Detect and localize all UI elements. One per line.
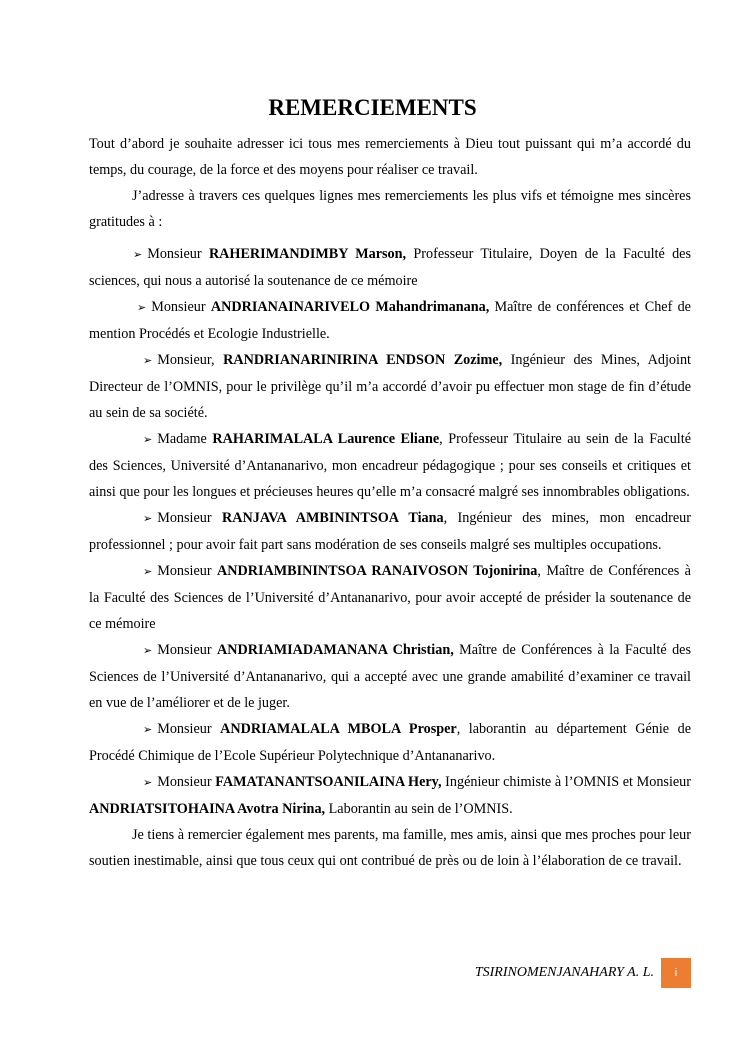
person-name: ANDRIAMALALA MBOLA Prosper [220, 721, 457, 737]
acknowledgements-body [89, 131, 691, 874]
acknowledgement-item: ➢ Monsieur ANDRIAMBININTSOA RANAIVOSON Tojonirina, Maître de Conférences à la Faculté des Sciences de l’Université d’Antananarivo, pour avoir accepté de présider la soutenance de ce mémoire [89, 558, 691, 637]
person-name: ANDRIAMIADAMANANA Christian, [217, 642, 454, 658]
arrow-bullet-icon: ➢ [143, 355, 153, 367]
acknowledgement-item: ➢ Monsieur ANDRIAMIADAMANANA Christian, Maître de Conférences à la Faculté des Sciences de l’Université d’Antananarivo, qui a accepté avec une grande amabilité d’examiner ce travail en vue de l’améliorer et de le juger. [89, 637, 691, 716]
person-name: RANJAVA AMBININTSOA Tiana [222, 510, 444, 526]
footer-author: TSIRINOMENJANAHARY A. L. [474, 965, 654, 980]
arrow-bullet-icon: ➢ [143, 724, 153, 736]
person-name: FAMATANANTSOANILAINA Hery, [215, 774, 442, 790]
address-paragraph: J’adresse à travers ces quelques lignes mes remerciements les plus vifs et témoigne mes sincères gratitudes à : [89, 188, 691, 230]
acknowledgement-item: ➢ Monsieur ANDRIAMALALA MBOLA Prosper, laborantin au département Génie de Procédé Chimique de l’Ecole Supérieur Polytechnique d’Antananarivo. [89, 716, 691, 769]
acknowledgement-item: ➢ Monsieur RAHERIMANDIMBY Marson, Professeur Titulaire, Doyen de la Faculté des sciences, qui nous a autorisé la soutenance de ce mémoire [89, 241, 691, 294]
arrow-bullet-icon: ➢ [143, 434, 153, 446]
arrow-bullet-icon: ➢ [137, 302, 147, 314]
arrow-bullet-icon: ➢ [143, 513, 153, 525]
page-number-badge: i [661, 958, 691, 988]
page-title: REMERCIEMENTS [268, 95, 477, 120]
person-name: RANDRIANARINIRINA ENDSON Zozime, [223, 352, 503, 368]
arrow-bullet-icon: ➢ [133, 249, 143, 261]
acknowledgement-item: ➢ Madame RAHARIMALALA Laurence Eliane, Professeur Titulaire au sein de la Faculté des Sciences, Université d’Antananarivo, mon encadreur pédagogique ; pour ses conseils et critiques et ainsi que pour les longues et précieuses heures qu’elle m’a consacré malgré ses innombrables obligations. [89, 426, 691, 505]
acknowledgement-item: ➢ Monsieur ANDRIANAINARIVELO Mahandrimanana, Maître de conférences et Chef de mention Procédés et Ecologie Industrielle. [89, 294, 691, 347]
acknowledgement-item: ➢ Monsieur RANJAVA AMBININTSOA Tiana, Ingénieur des mines, mon encadreur professionnel ; pour avoir fait part sans modération de ses conseils malgré ses multiples occupations. [89, 505, 691, 558]
person-name: ANDRIATSITOHAINA Avotra Nirina, [89, 801, 326, 817]
person-name: RAHERIMANDIMBY Marson, [208, 246, 407, 262]
acknowledgement-item: ➢ Monsieur FAMATANANTSOANILAINA Hery, Ingénieur chimiste à l’OMNIS et Monsieur ANDRIATSITOHAINA Avotra Nirina, Laborantin au sein de l’OMNIS. [89, 769, 691, 822]
closing-paragraph: Je tiens à remercier également mes parents, ma famille, mes amis, ainsi que mes proches pour leur soutien inestimable, ainsi que tous ceux qui ont contribué de près ou de loin à l’élaboration de ce travail. [89, 827, 691, 869]
person-name: RAHARIMALALA Laurence Eliane [212, 431, 440, 447]
arrow-bullet-icon: ➢ [143, 777, 153, 789]
acknowledgement-item: ➢ Monsieur, RANDRIANARINIRINA ENDSON Zozime, Ingénieur des Mines, Adjoint Directeur de l’OMNIS, pour le privilège qu’il m’a accordé d’avoir pu effectuer mon stage de fin d’étude au sein de sa société. [89, 347, 691, 426]
intro-paragraph: Tout d’abord je souhaite adresser ici tous mes remerciements à Dieu tout puissant qui m’a accordé du temps, du courage, de la force et des moyens pour réaliser ce travail. [89, 136, 691, 178]
person-name: ANDRIANAINARIVELO Mahandrimanana, [210, 299, 490, 315]
arrow-bullet-icon: ➢ [143, 645, 153, 657]
person-name: ANDRIAMBININTSOA RANAIVOSON Tojonirina [217, 563, 538, 579]
arrow-bullet-icon: ➢ [143, 566, 153, 578]
